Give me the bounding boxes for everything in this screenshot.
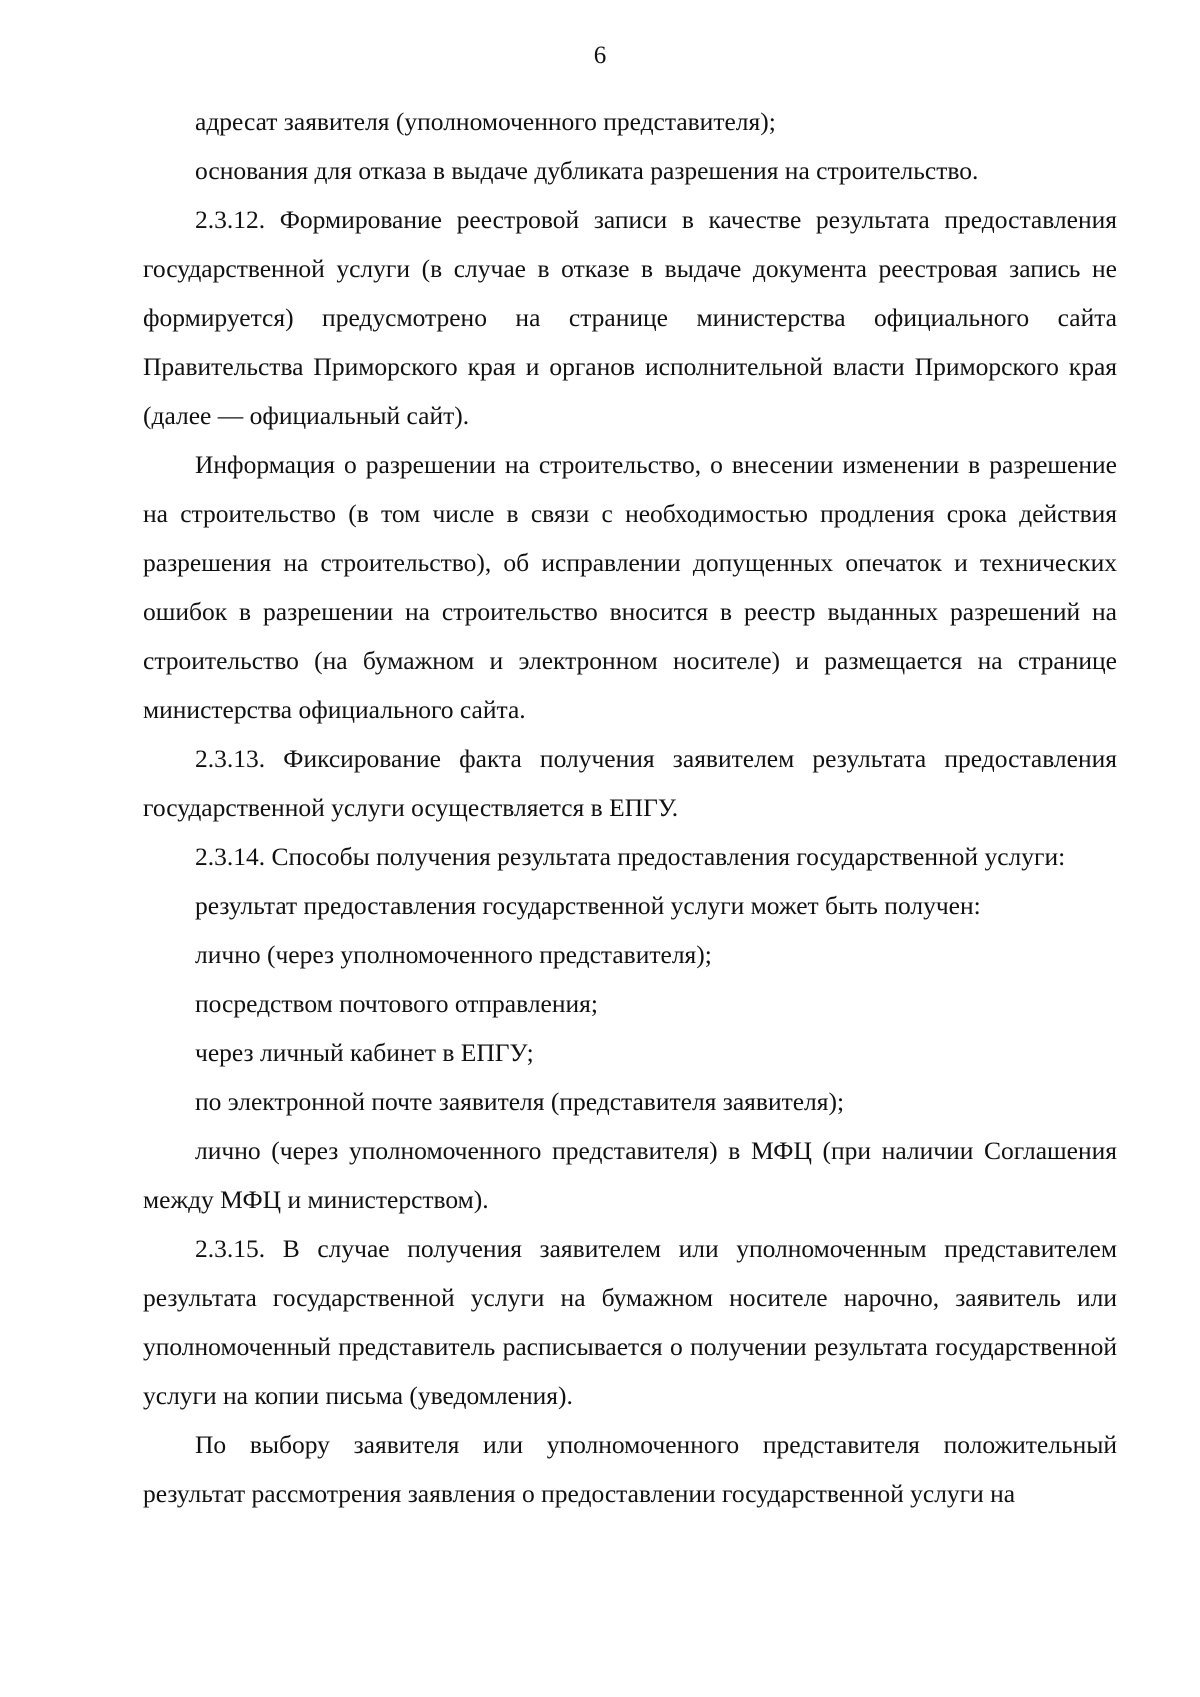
page-number: 6 <box>593 42 607 69</box>
paragraph-2-3-15: 2.3.15. В случае получения заявителем или уполномоченным представителем результата государственной услуги на бумажном носителе нарочно, заявитель или уполномоченный представитель расписывается о получении результата государственной услуги на копии письма (уведомления). <box>143 1234 1117 1410</box>
list-item-postal: посредством почтового отправления; <box>195 989 598 1018</box>
paragraph-2-3-14: 2.3.14. Способы получения результата предоставления государственной услуги: <box>195 842 1066 871</box>
document-body <box>143 97 1117 1518</box>
paragraph-addressee: адресат заявителя (уполномоченного представителя); <box>195 107 776 136</box>
paragraph-permit-info: Информация о разрешении на строительство, о внесении изменении в разрешение на строительство (в том числе в связи с необходимостью продления срока действия разрешения на строительство), об исправлении допущенных опечаток и технических ошибок в разрешении на строительство вносится в реестр выданных разрешений на строительство (на бумажном и электронном носителе) и размещается на странице министерства официального сайта. <box>143 450 1117 724</box>
paragraph-refusal-grounds: основания для отказа в выдаче дубликата разрешения на строительство. <box>195 156 979 185</box>
paragraph-2-3-13: 2.3.13. Фиксирование факта получения заявителем результата предоставления государственной услуги осуществляется в ЕПГУ. <box>143 744 1117 822</box>
paragraph-positive-result: По выбору заявителя или уполномоченного представителя положительный результат рассмотрения заявления о предоставлении государственной услуги на <box>143 1430 1117 1508</box>
paragraph-2-3-12: 2.3.12. Формирование реестровой записи в качестве результата предоставления государственной услуги (в случае в отказе в выдаче документа реестровая запись не формируется) предусмотрено на странице министерства официального сайта Правительства Приморского края и органов исполнительной власти Приморского края (далее — официальный сайт). <box>143 205 1117 430</box>
paragraph-result-options: результат предоставления государственной услуги может быть получен: <box>195 891 981 920</box>
list-item-email: по электронной почте заявителя (представителя заявителя); <box>195 1087 845 1116</box>
list-item-personal-cabinet: через личный кабинет в ЕПГУ; <box>195 1038 534 1067</box>
list-item-mfc: лично (через уполномоченного представителя) в МФЦ (при наличии Соглашения между МФЦ и министерством). <box>143 1136 1117 1214</box>
list-item-in-person: лично (через уполномоченного представителя); <box>195 940 712 969</box>
